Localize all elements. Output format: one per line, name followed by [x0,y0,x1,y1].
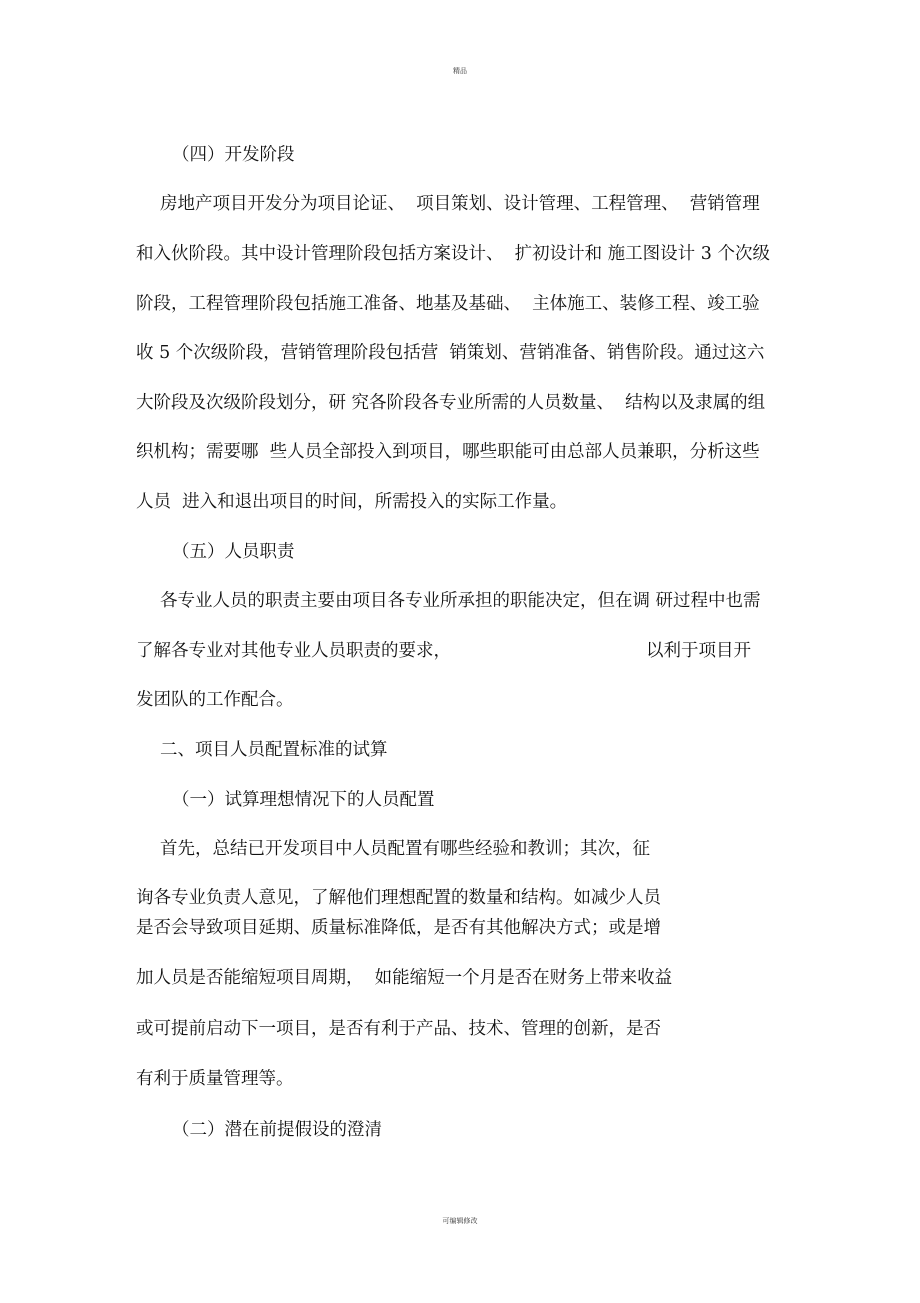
paragraph-line: 各专业人员的职责主要由项目各专业所承担的职能决定，但在调 研过程中也需 [160,591,761,611]
section-heading: （二）潜在前提假设的澄清 [172,1120,382,1140]
page-footer: 可编辑修改 [442,1217,478,1225]
paragraph-line: 以利于项目开 [646,641,751,661]
paragraph-line: 有利于质量管理等。 [136,1069,294,1089]
paragraph-line: 询各专业负责人意见，了解他们理想配置的数量和结构。如减少人员 [136,888,661,908]
paragraph-line: 加人员是否能缩短项目周期， 如能缩短一个月是否在财务上带来收益 [136,968,673,988]
paragraph-line: 了解各专业对其他专业人员职责的要求， [136,641,451,661]
paragraph-line: 人员 进入和退出项目的时间，所需投入的实际工作量。 [136,492,568,512]
paragraph-line: 织机构；需要哪 些人员全部投入到项目，哪些职能可由总部人员兼职，分析这些 [136,442,760,462]
paragraph-line: 阶段，工程管理阶段包括施工准备、地基及基础、 主体施工、装修工程、竣工验 [136,294,760,314]
page-header: 精品 [453,67,467,75]
paragraph-line: 大阶段及次级阶段划分，研 究各阶段各专业所需的人员数量、 结构以及隶属的组 [136,393,766,413]
paragraph-line: 和入伙阶段。其中设计管理阶段包括方案设计、 扩初设计和 施工图设计 3 个次级 [136,244,770,264]
paragraph-line: 收 5 个次级阶段，营销管理阶段包括营 销策划、营销准备、销售阶段。通过这六 [136,343,765,363]
paragraph-line: 或可提前启动下一项目，是否有利于产品、技术、管理的创新，是否 [136,1019,661,1039]
section-heading: （四）开发阶段 [172,145,295,165]
section-heading: （一）试算理想情况下的人员配置 [172,790,435,810]
section-heading: （五）人员职责 [172,542,295,562]
paragraph-line: 是否会导致项目延期、质量标准降低，是否有其他解决方式；或是增 [136,918,661,938]
section-heading: 二、项目人员配置标准的试算 [160,740,388,760]
paragraph-line: 房地产项目开发分为项目论证、 项目策划、设计管理、工程管理、 营销管理 [160,194,760,214]
paragraph-line: 首先，总结已开发项目中人员配置有哪些经验和教训；其次，征 [160,839,650,859]
paragraph-line: 发团队的工作配合。 [136,690,294,710]
